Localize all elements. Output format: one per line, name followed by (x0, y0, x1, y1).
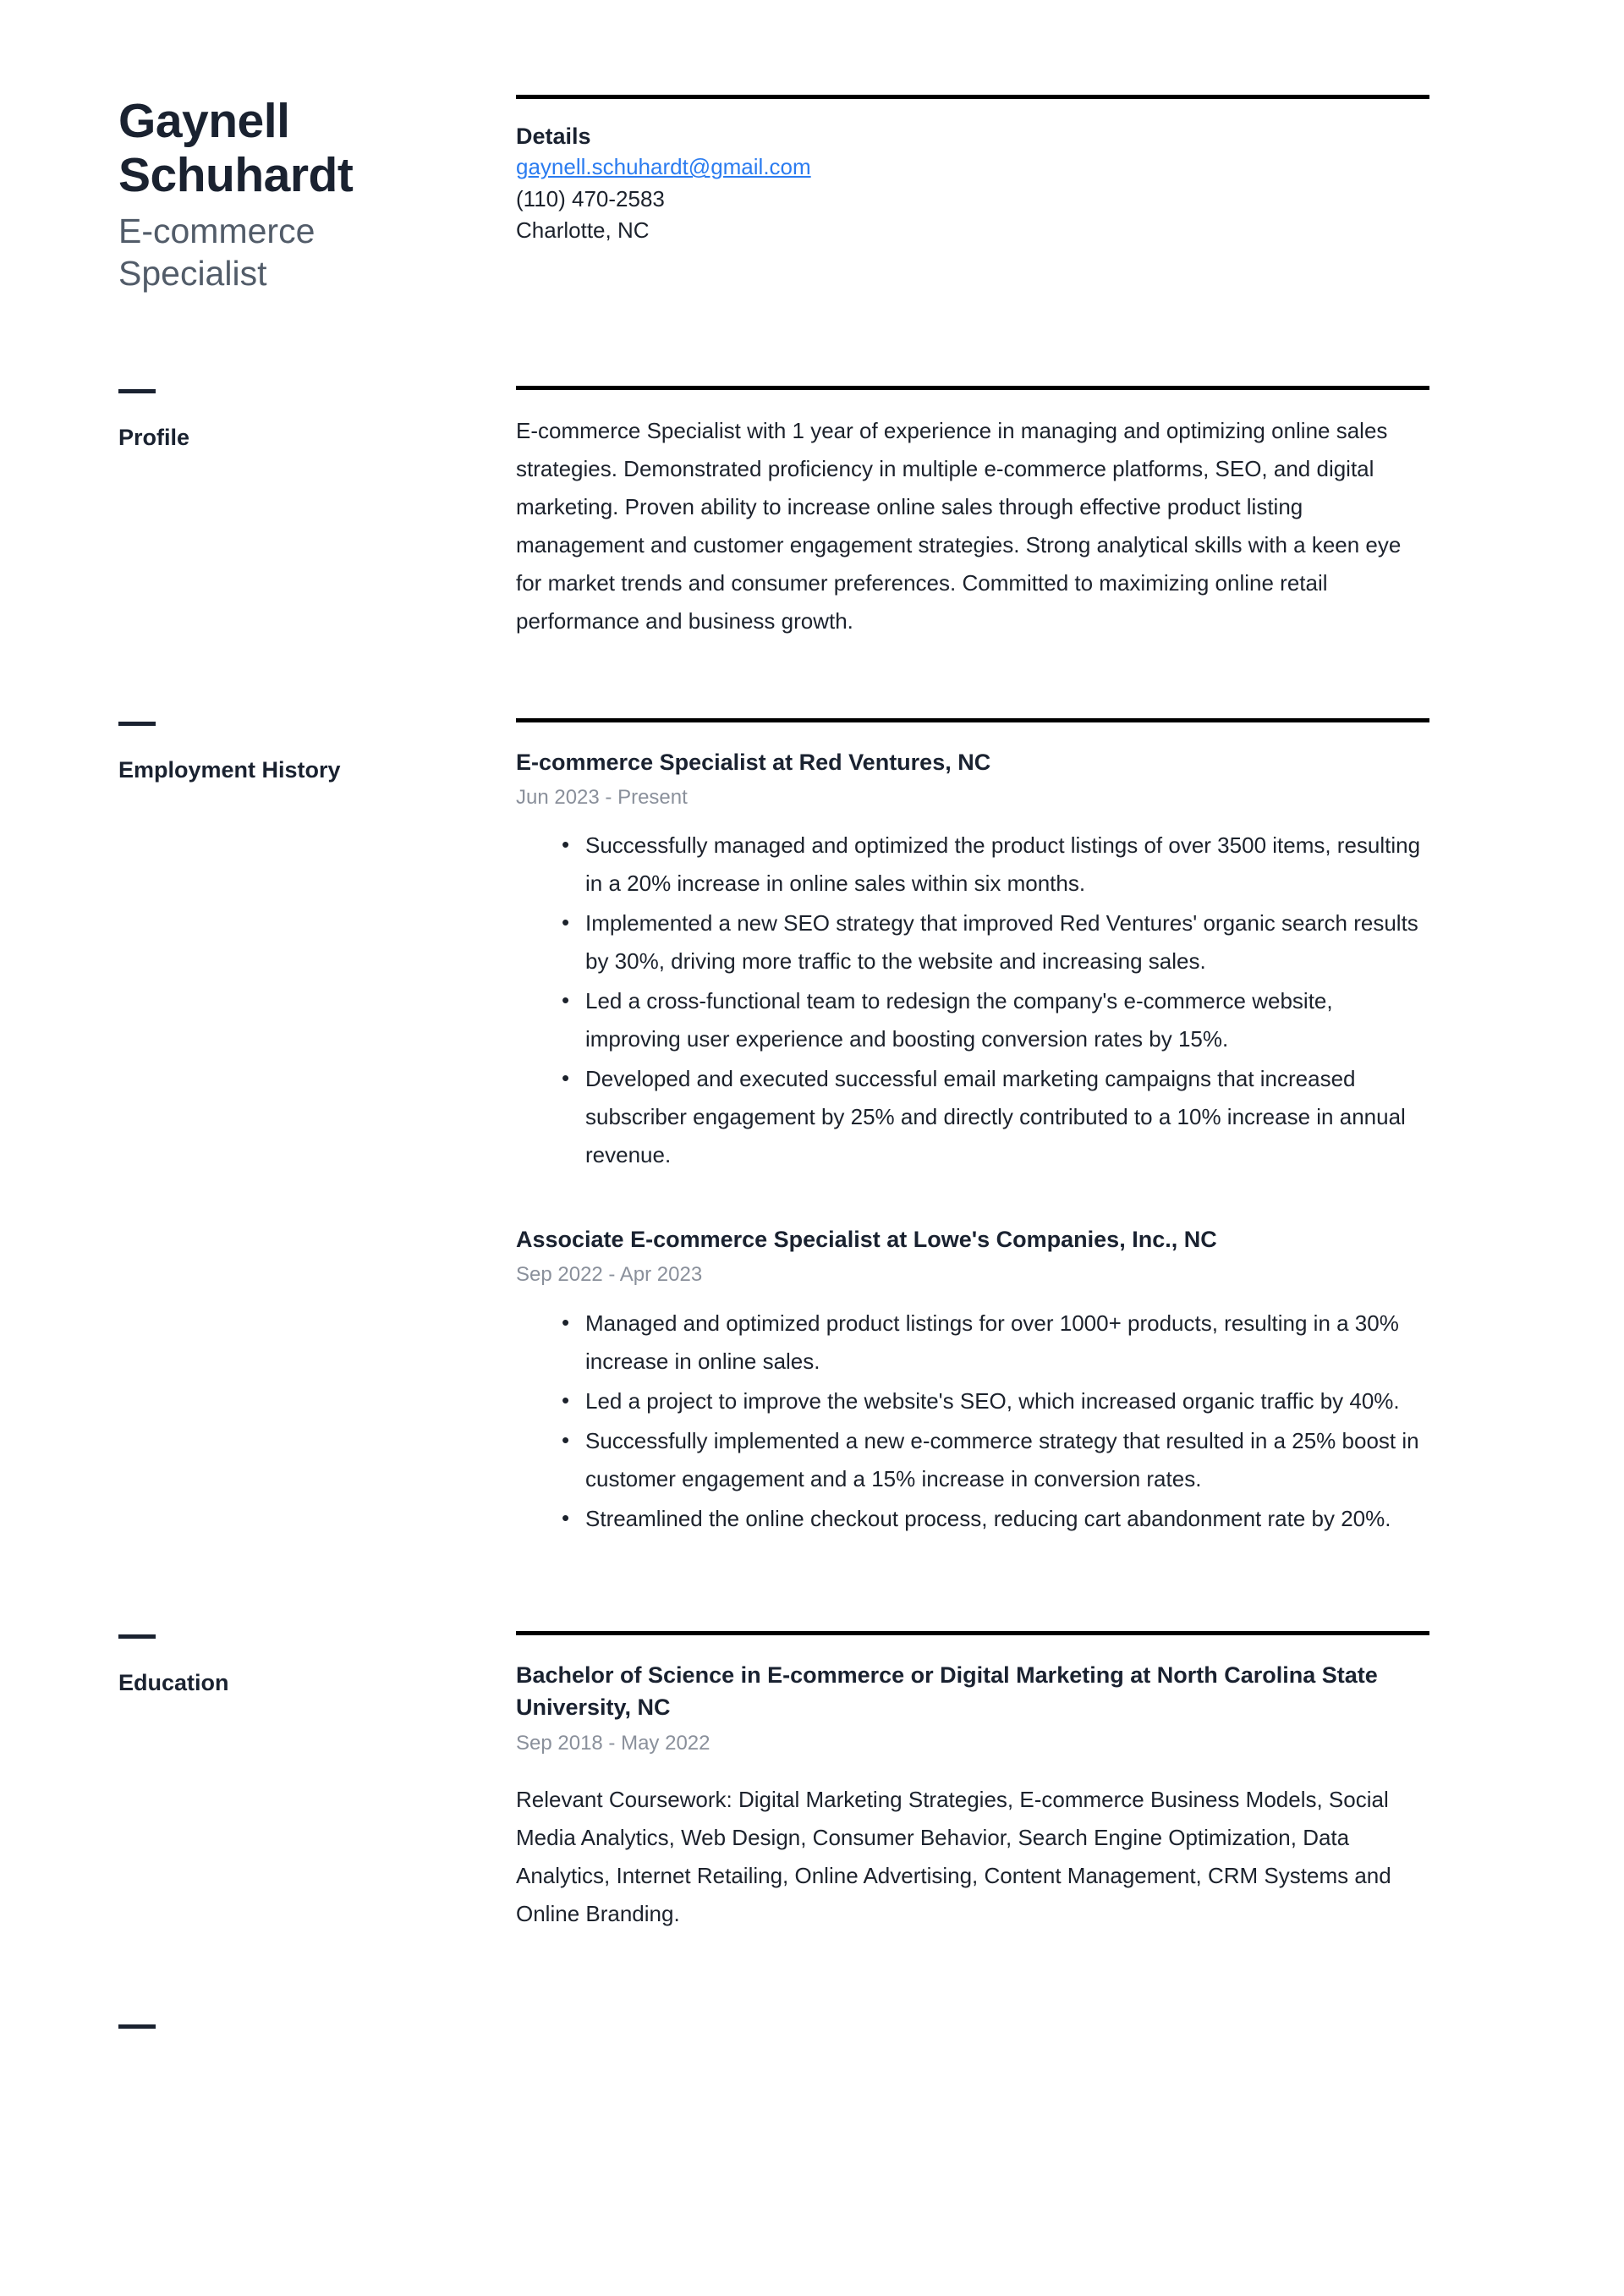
profile-section-rule (516, 386, 1429, 390)
education-entry-date: Sep 2018 - May 2022 (516, 1731, 710, 1755)
employment-entry (516, 746, 1429, 1175)
email-link[interactable]: gaynell.schuhardt@gmail.com (516, 154, 811, 180)
employment-section (0, 718, 1624, 1540)
employment-entry-bullets (516, 1305, 1429, 1538)
truncated-label-column (0, 2021, 516, 2029)
list-item: • Led a project to improve the website's SEO, which increased organic traffic by 40%. (562, 1382, 1429, 1420)
education-content (516, 1631, 1514, 1933)
employment-label-column (0, 718, 516, 1540)
employment-content (516, 718, 1514, 1540)
list-item: • Developed and executed successful email marketing campaigns that increased subscriber engagement by 25% and directly contributed to a 10% increase in annual revenue. (562, 1060, 1429, 1174)
profile-label-column (0, 386, 516, 640)
header-section (0, 0, 1624, 294)
truncated-next-section (0, 2021, 1624, 2029)
education-entry-coursework: Relevant Coursework: Digital Marketing Strategies, E-commerce Business Models, Social Media Analytics, Web Design, Consumer Behavior, Search Engine Optimization, Data Analytics, Internet Retailing, Online Advertising, Content Management, CRM Systems and Online Branding. (516, 1787, 1391, 1927)
employment-entry (516, 1223, 1429, 1538)
list-item: • Successfully managed and optimized the product listings of over 3500 items, resulting in a 20% increase in online sales within six months. (562, 827, 1429, 903)
section-label-profile: Profile (118, 424, 190, 450)
employment-entry-bullets (516, 827, 1429, 1174)
employment-entry-date: Sep 2022 - Apr 2023 (516, 1263, 703, 1287)
education-entry (516, 1659, 1429, 1933)
page-title: Gaynell Schuhardt (118, 94, 354, 202)
employment-entry-title: Associate E-commerce Specialist at Lowe's Companies, Inc., NC (516, 1227, 1217, 1253)
details-heading: Details (516, 124, 591, 149)
profile-section (0, 386, 1624, 640)
phone-number: (110) 470-2583 (516, 185, 665, 211)
truncated-content (516, 2021, 1514, 2029)
section-dash-icon (118, 389, 156, 393)
list-item: • Managed and optimized product listings for over 1000+ products, resulting in a 30% increase in online sales. (562, 1305, 1429, 1381)
list-item: • Implemented a new SEO strategy that improved Red Ventures' organic search results by 30%, driving more traffic to the website and increasing sales. (562, 904, 1429, 980)
header-job-title: E-commerce Specialist (118, 211, 315, 293)
header-identity (0, 95, 516, 294)
section-dash-icon (118, 1634, 156, 1639)
profile-content (516, 386, 1514, 640)
details-block (516, 95, 1514, 294)
education-label-column (0, 1631, 516, 1933)
list-item: • Led a cross-functional team to redesign the company's e-commerce website, improving user experience and boosting conversion rates by 15%. (562, 982, 1429, 1058)
location-text: Charlotte, NC (516, 217, 650, 244)
profile-text: E-commerce Specialist with 1 year of experience in managing and optimizing online sales strategies. Demonstrated proficiency in multiple e-commerce platforms, SEO, and digital marketing. Proven ability to increase online sales through effective product listing management and customer engagement strategies. Strong analytical skills with a keen eye for market trends and consumer preferences. Committed to maximizing online retail performance and business growth. (516, 417, 1402, 634)
employment-entry-date: Jun 2023 - Present (516, 785, 688, 809)
education-entry-title: Bachelor of Science in E-commerce or Digital Marketing at North Carolina State University, NC (516, 1662, 1378, 1721)
list-item: • Streamlined the online checkout process, reducing cart abandonment rate by 20%. (562, 1500, 1429, 1538)
section-label-education: Education (118, 1669, 229, 1695)
section-dash-icon (118, 722, 156, 726)
section-label-employment-history: Employment History (118, 756, 341, 783)
employment-entry-title: E-commerce Specialist at Red Ventures, NC (516, 749, 991, 775)
section-dash-icon (118, 2024, 156, 2029)
education-section-rule (516, 1631, 1429, 1635)
employment-section-rule (516, 718, 1429, 722)
education-section (0, 1631, 1624, 1933)
details-section-rule (516, 95, 1429, 99)
list-item: • Successfully implemented a new e-commerce strategy that resulted in a 25% boost in customer engagement and a 15% increase in conversion rates. (562, 1422, 1429, 1498)
